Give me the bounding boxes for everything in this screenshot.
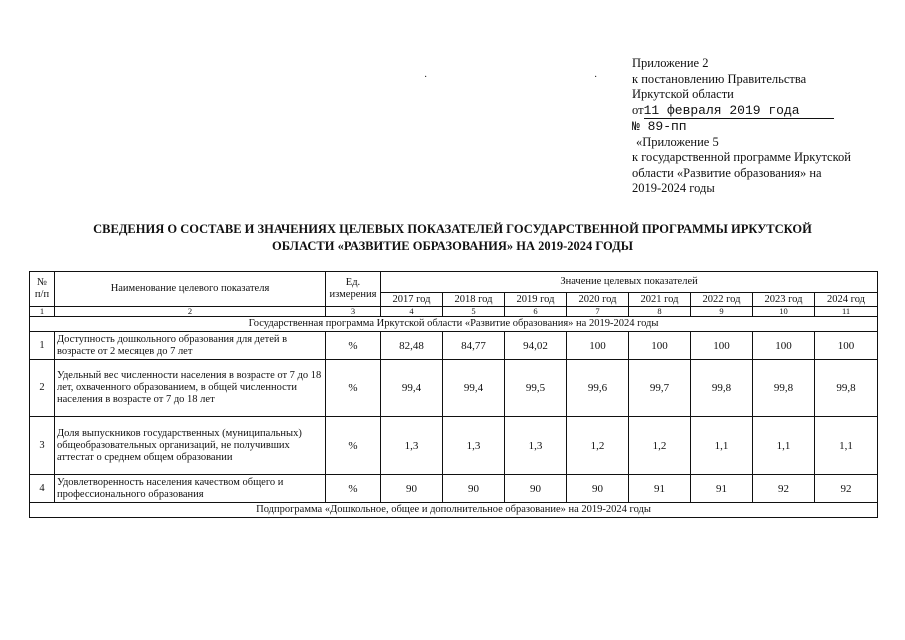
- row-value: 100: [567, 332, 629, 360]
- row-value: 90: [381, 475, 443, 503]
- header-num: [30, 272, 55, 307]
- column-index: 7: [567, 307, 629, 317]
- row-value: 1,3: [381, 417, 443, 475]
- appendix-date-prefix: от: [632, 102, 644, 117]
- row-value: 1,1: [753, 417, 815, 475]
- row-value: 92: [815, 475, 878, 503]
- row-value: 100: [815, 332, 878, 360]
- header-num-line-1: №: [36, 277, 48, 288]
- header-year: 2019 год: [505, 293, 567, 307]
- header-year: 2023 год: [753, 293, 815, 307]
- row-value: 1,1: [815, 417, 878, 475]
- table-row: [30, 332, 878, 360]
- row-value: 91: [691, 475, 753, 503]
- row-value: 99,8: [753, 360, 815, 417]
- row-value: 99,7: [629, 360, 691, 417]
- header-year: 2022 год: [691, 293, 753, 307]
- row-value: 92: [753, 475, 815, 503]
- row-value: 99,5: [505, 360, 567, 417]
- row-value: 99,8: [691, 360, 753, 417]
- row-value: 1,2: [567, 417, 629, 475]
- header-unit: [326, 272, 381, 307]
- row-value: 99,6: [567, 360, 629, 417]
- column-index: 9: [691, 307, 753, 317]
- row-value: 82,48: [381, 332, 443, 360]
- row-value: 90: [443, 475, 505, 503]
- appendix-number: № 89-пп: [632, 119, 687, 134]
- header-num-line-2: п/п: [34, 289, 50, 300]
- column-index: 4: [381, 307, 443, 317]
- indicators-table: [29, 271, 878, 518]
- row-value: 91: [629, 475, 691, 503]
- column-index: 2: [55, 307, 326, 317]
- row-value: 100: [691, 332, 753, 360]
- appendix-date: 11 февраля 2019 года: [644, 103, 834, 120]
- row-value: 94,02: [505, 332, 567, 360]
- header-year: 2017 год: [381, 293, 443, 307]
- row-value: 1,2: [629, 417, 691, 475]
- header-year: 2021 год: [629, 293, 691, 307]
- appendix-line-3: Иркутской области: [632, 87, 734, 101]
- table-index-row: [30, 307, 878, 317]
- table-row: [30, 475, 878, 503]
- page-title: [30, 221, 875, 255]
- row-name: Доля выпускников государственных (муниципальных) общеобразовательных организаций, не получивших аттестат о среднем общем образовании: [55, 417, 326, 475]
- appendix-line-1: Приложение 2: [632, 56, 709, 70]
- scan-dot: ·: [594, 72, 598, 83]
- column-index: 5: [443, 307, 505, 317]
- appendix-quote-line-4: 2019-2024 годы: [632, 181, 715, 195]
- table-row: [30, 417, 878, 475]
- row-num: 2: [30, 360, 55, 417]
- column-index: 8: [629, 307, 691, 317]
- row-num: 3: [30, 417, 55, 475]
- section-row: [30, 503, 878, 518]
- column-index: 1: [30, 307, 55, 317]
- row-value: 99,4: [381, 360, 443, 417]
- header-values-group: Значение целевых показателей: [381, 272, 878, 293]
- row-unit: %: [326, 475, 381, 503]
- row-value: 99,8: [815, 360, 878, 417]
- row-num: 1: [30, 332, 55, 360]
- appendix-block: [632, 56, 892, 197]
- header-name: Наименование целевого показателя: [55, 272, 326, 307]
- scan-dot: ·: [424, 72, 428, 83]
- header-unit-line-1: Ед.: [345, 277, 361, 288]
- row-value: 100: [629, 332, 691, 360]
- row-unit: %: [326, 332, 381, 360]
- row-value: 84,77: [443, 332, 505, 360]
- row-num: 4: [30, 475, 55, 503]
- column-index: 11: [815, 307, 878, 317]
- row-value: 1,3: [443, 417, 505, 475]
- row-name: Удовлетворенность населения качеством общего и профессионального образования: [55, 475, 326, 503]
- header-year: 2020 год: [567, 293, 629, 307]
- section-row: [30, 317, 878, 332]
- header-year: 2018 год: [443, 293, 505, 307]
- appendix-line-2: к постановлению Правительства: [632, 71, 807, 86]
- row-value: 100: [753, 332, 815, 360]
- column-index: 3: [326, 307, 381, 317]
- page-title-line-2: ОБЛАСТИ «РАЗВИТИЕ ОБРАЗОВАНИЯ» НА 2019-2024 ГОДЫ: [271, 239, 634, 253]
- appendix-quote-line-3: области «Развитие образования» на: [632, 165, 822, 180]
- row-value: 99,4: [443, 360, 505, 417]
- section-title: Государственная программа Иркутской области «Развитие образования» на 2019-2024 годы: [30, 317, 878, 332]
- appendix-date-line: [632, 103, 892, 120]
- row-value: 90: [567, 475, 629, 503]
- row-value: 1,1: [691, 417, 753, 475]
- table-header-row: [30, 272, 878, 293]
- row-name: Удельный вес численности населения в возрасте от 7 до 18 лет, охваченного образованием, в общей численности населения в возрасте от 7 до 18 лет: [55, 360, 326, 417]
- row-value: 1,3: [505, 417, 567, 475]
- appendix-quote-line-2: к государственной программе Иркутской: [632, 150, 851, 164]
- section-title: Подпрограмма «Дошкольное, общее и дополнительное образование» на 2019-2024 годы: [30, 503, 878, 518]
- row-value: 90: [505, 475, 567, 503]
- row-unit: %: [326, 360, 381, 417]
- page-title-line-1: СВЕДЕНИЯ О СОСТАВЕ И ЗНАЧЕНИЯХ ЦЕЛЕВЫХ ПОКАЗАТЕЛЕЙ ГОСУДАРСТВЕННОЙ ПРОГРАММЫ ИРКУТСКОЙ: [93, 222, 812, 236]
- table-row: [30, 360, 878, 417]
- appendix-quote-line-1: «Приложение 5: [636, 134, 719, 149]
- column-index: 10: [753, 307, 815, 317]
- row-name: Доступность дошкольного образования для детей в возрасте от 2 месяцев до 7 лет: [55, 332, 326, 360]
- column-index: 6: [505, 307, 567, 317]
- header-year: 2024 год: [815, 293, 878, 307]
- row-unit: %: [326, 417, 381, 475]
- header-unit-line-2: измерения: [329, 289, 377, 300]
